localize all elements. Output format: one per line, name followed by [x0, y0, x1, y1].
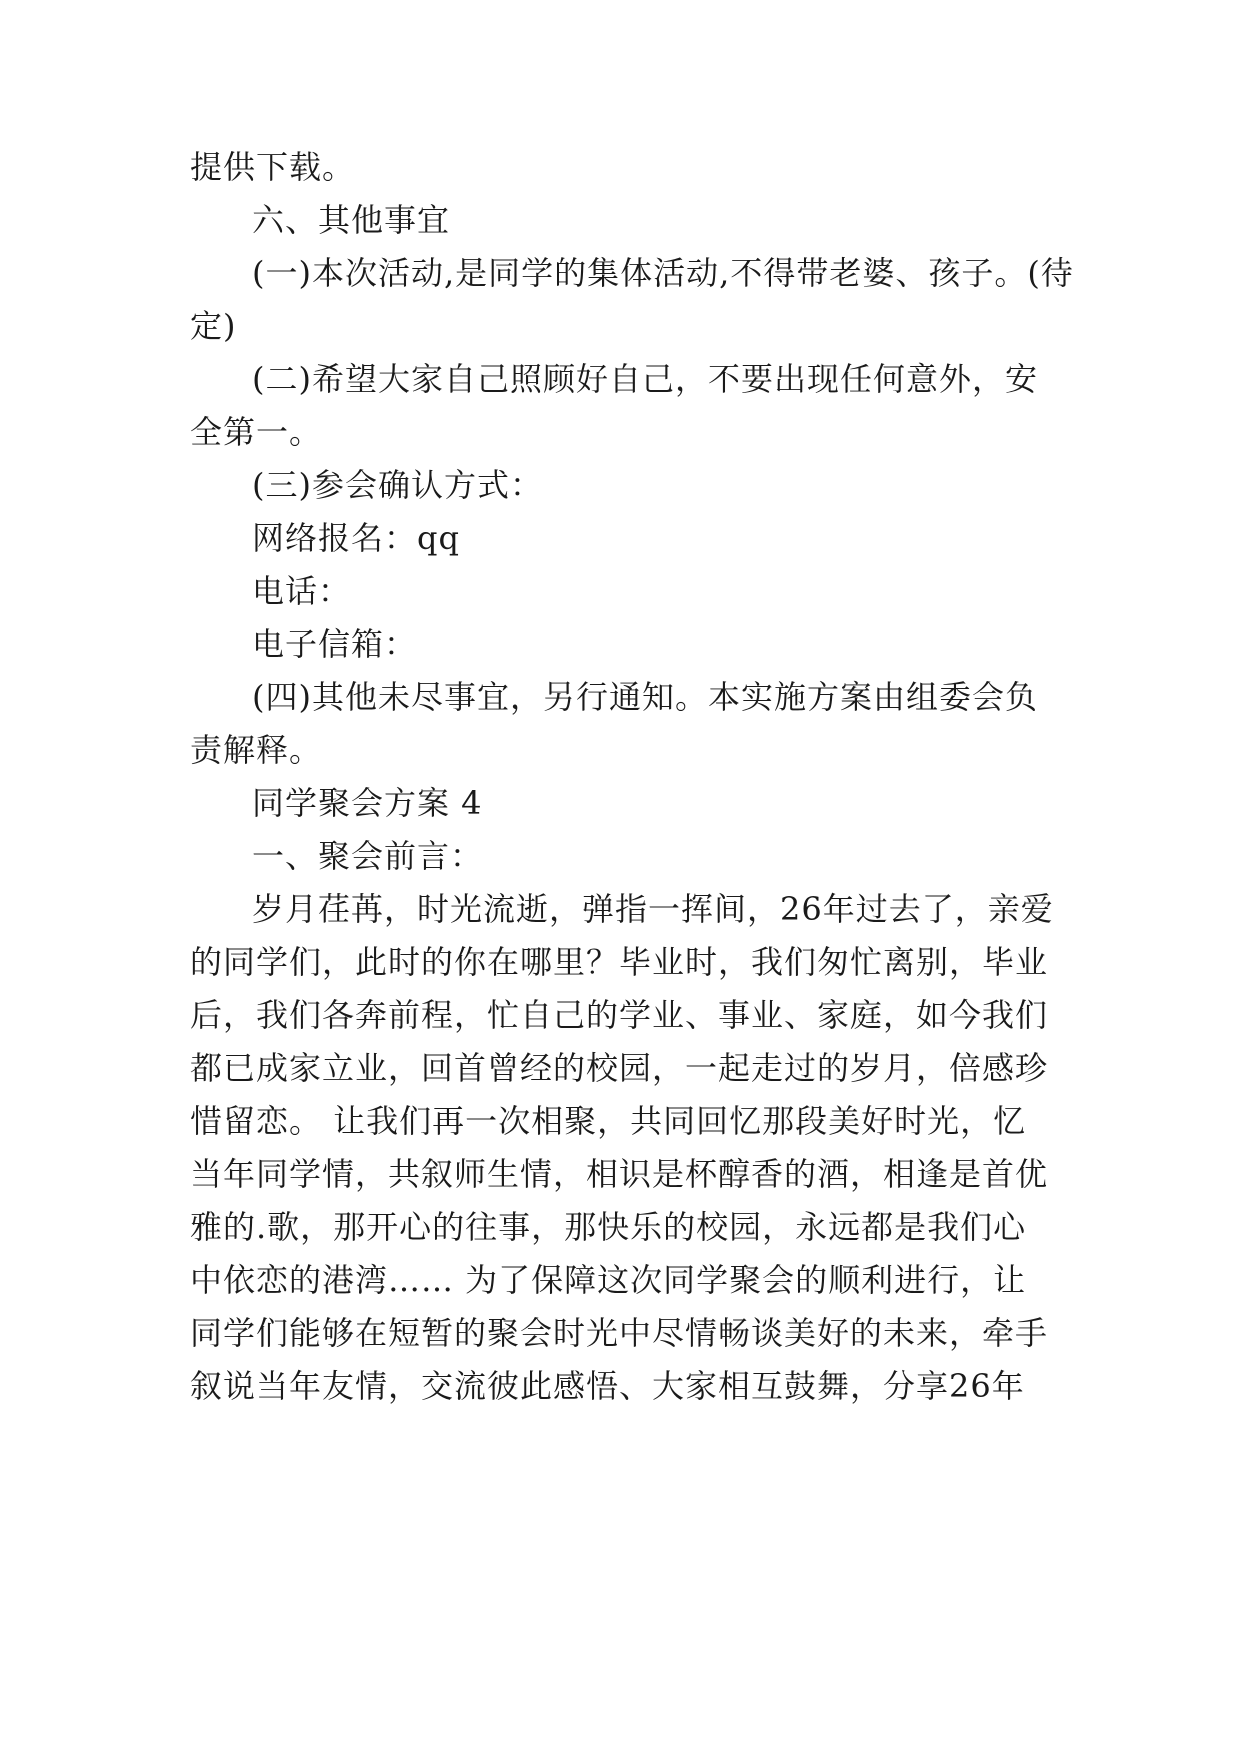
text-line: 后，我们各奔前程，忙自己的学业、事业、家庭，如今我们: [190, 996, 1049, 1034]
section-heading: 一、聚会前言：: [252, 837, 484, 875]
text-line: 提供下载。: [190, 148, 356, 186]
text-line: 电话：: [252, 572, 352, 610]
text-line: 定): [190, 307, 237, 345]
text-line: 的同学们，此时的你在哪里？毕业时，我们匆忙离别，毕业: [190, 943, 1049, 981]
text-line: 责解释。: [190, 731, 323, 769]
text-line: (四)其他未尽事宜，另行通知。本实施方案由组委会负: [252, 678, 1038, 716]
text-line: 惜留恋。 让我们再一次相聚，共同回忆那段美好时光，忆: [190, 1102, 1027, 1140]
text-line: (二)希望大家自己照顾好自己，不要出现任何意外，安: [252, 360, 1038, 398]
text-line: 网络报名：qq: [252, 519, 460, 557]
text-line: 当年同学情，共叙师生情，相识是杯醇香的酒，相逢是首优: [190, 1155, 1049, 1193]
text-line: 岁月荏苒，时光流逝，弹指一挥间，26年过去了，亲爱: [252, 890, 1054, 928]
text-line: 同学们能够在短暂的聚会时光中尽情畅谈美好的未来，牵手: [190, 1314, 1049, 1352]
text-line: 雅的.歌，那开心的往事，那快乐的校园，永远都是我们心: [190, 1208, 1027, 1246]
text-line: 全第一。: [190, 413, 323, 451]
text-line: 叙说当年友情，交流彼此感悟、大家相互鼓舞，分享26年: [190, 1367, 1025, 1405]
text-line: (一)本次活动,是同学的集体活动,不得带老婆、孩子。(待: [252, 254, 1074, 292]
text-line: 中依恋的港湾…… 为了保障这次同学聚会的顺利进行，让: [190, 1261, 1027, 1299]
text-line: (三)参会确认方式：: [252, 466, 543, 504]
section-title: 同学聚会方案 4: [252, 784, 483, 822]
text-line: 电子信箱：: [252, 625, 418, 663]
text-line: 都已成家立业，回首曾经的校园，一起走过的岁月，倍感珍: [190, 1049, 1049, 1087]
section-heading: 六、其他事宜: [252, 201, 451, 239]
